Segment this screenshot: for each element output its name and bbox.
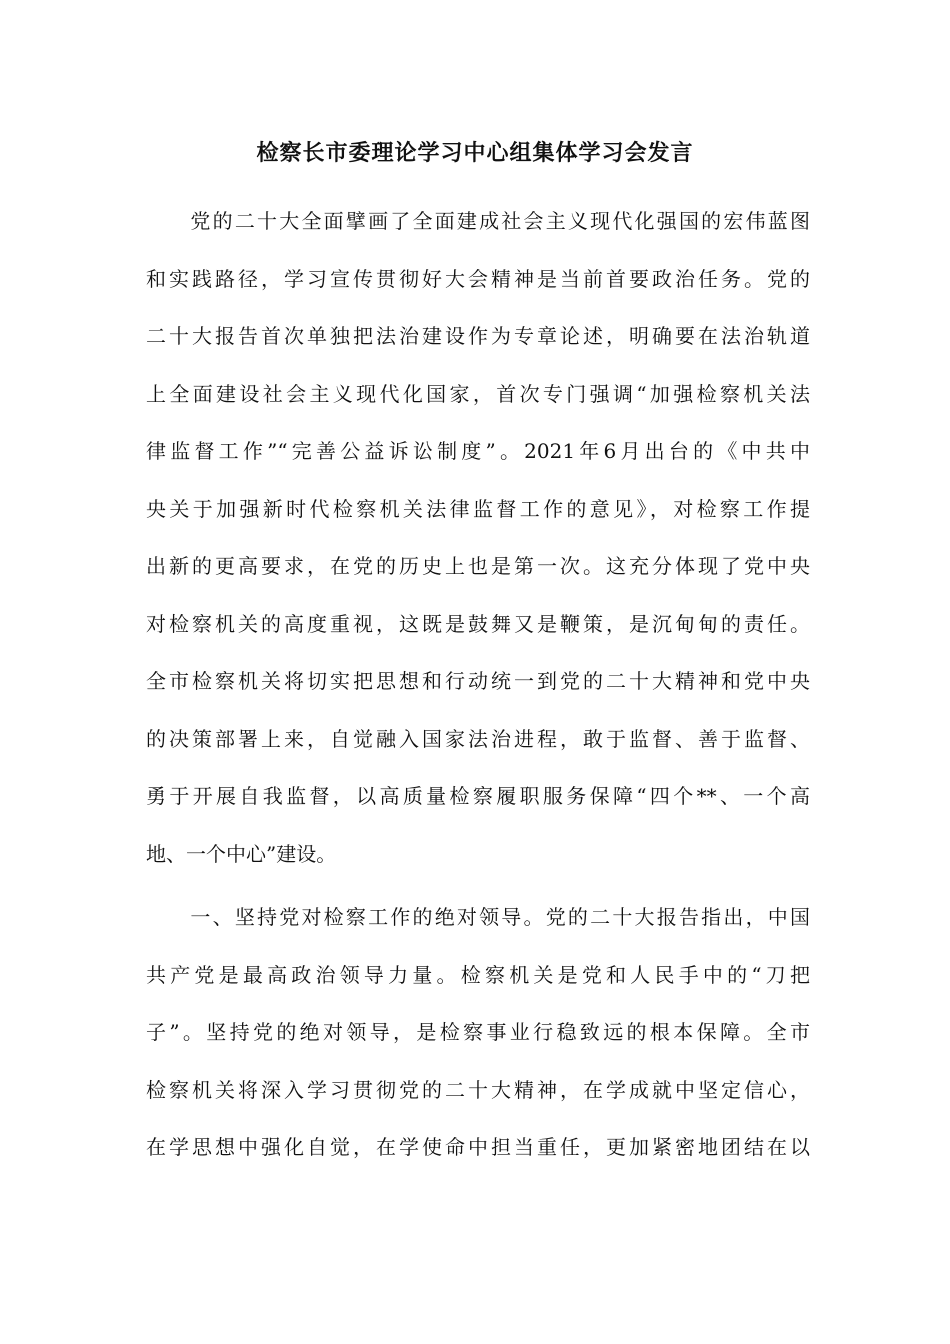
text-line: 党的二十大全面擘画了全面建成社会主义现代化强国的宏伟蓝图 <box>146 209 810 233</box>
text-line: 出新的更高要求，在党的历史上也是第一次。这充分体现了党中央 <box>146 554 810 578</box>
text-line: 和实践路径，学习宣传贯彻好大会精神是当前首要政治任务。党的 <box>146 266 810 291</box>
text-line: 地、一个中心”建设。 <box>146 841 337 866</box>
paragraph-section-one <box>146 889 810 1177</box>
text-line: 央关于加强新时代检察机关法律监督工作的意见》，对检察工作提 <box>146 496 810 521</box>
paragraph-intro <box>146 193 810 883</box>
text-line: 上全面建设社会主义现代化国家，首次专门强调“加强检察机关法 <box>146 381 810 406</box>
text-line: 全市检察机关将切实把思想和行动统一到党的二十大精神和党中央 <box>146 669 810 693</box>
text-line: 二十大报告首次单独把法治建设作为专章论述，明确要在法治轨道 <box>146 324 810 348</box>
text-line: 的决策部署上来，自觉融入国家法治进程，敢于监督、善于监督、 <box>146 726 810 751</box>
document-title: 检察长市委理论学习中心组集体学习会发言 <box>256 141 694 166</box>
text-line: 律监督工作”“完善公益诉讼制度”。2021年6月出台的《中共中 <box>146 439 810 463</box>
text-line: 对检察机关的高度重视，这既是鼓舞又是鞭策，是沉甸甸的责任。 <box>146 611 810 636</box>
text-line: 一、坚持党对检察工作的绝对领导。党的二十大报告指出，中国 <box>146 905 810 929</box>
text-line: 子”。坚持党的绝对领导，是检察事业行稳致远的根本保障。全市 <box>146 1020 810 1044</box>
text-line: 检察机关将深入学习贯彻党的二十大精神，在学成就中坚定信心， <box>146 1077 810 1102</box>
text-line: 勇于开展自我监督，以高质量检察履职服务保障“四个**、一个高 <box>146 784 810 808</box>
text-line: 共产党是最高政治领导力量。检察机关是党和人民手中的“刀把 <box>146 962 810 987</box>
text-line: 在学思想中强化自觉，在学使命中担当重任，更加紧密地团结在以 <box>146 1135 810 1159</box>
